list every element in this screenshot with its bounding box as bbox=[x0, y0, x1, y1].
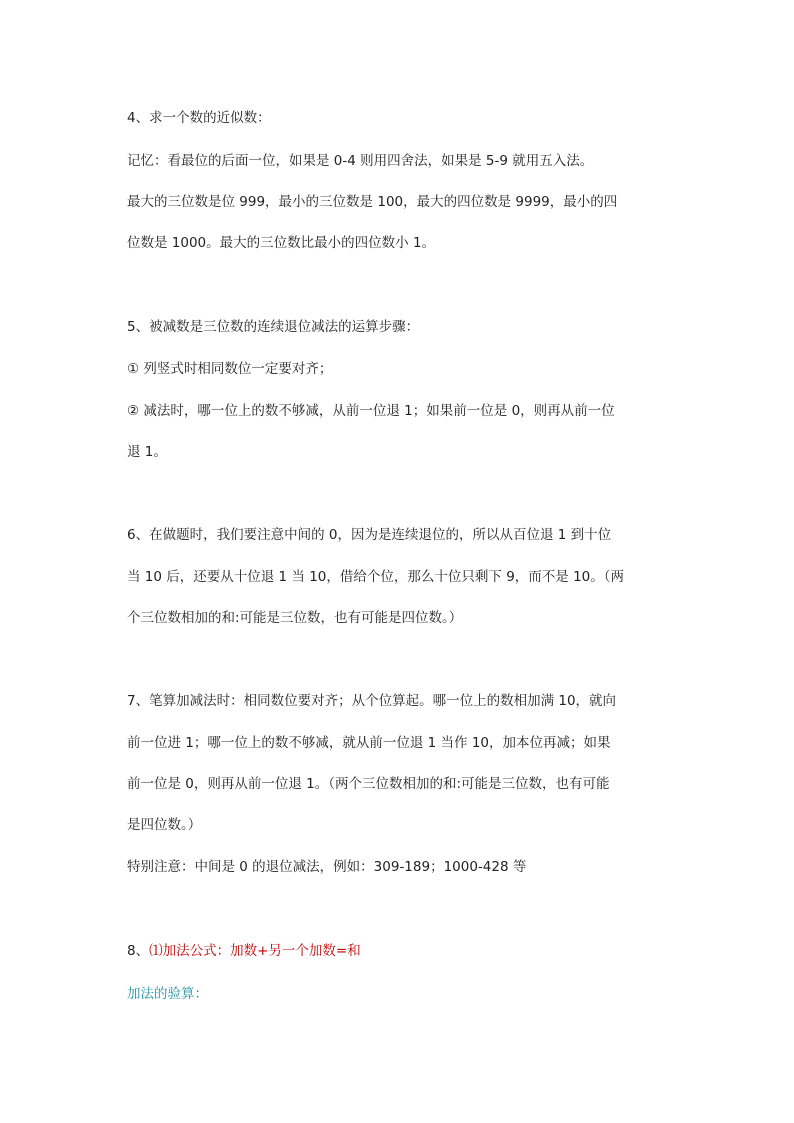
section-5-heading: 5、被减数是三位数的连续退位减法的运算步骤： bbox=[127, 319, 420, 335]
section-7-line-3: 前一位是 0，则再从前一位退 1。（两个三位数相加的和:可能是三位数，也有可能 bbox=[127, 776, 610, 792]
section-6-line-3: 个三位数相加的和:可能是三位数，也有可能是四位数。） bbox=[127, 610, 463, 626]
section-8-number: 8、 bbox=[127, 943, 150, 959]
addition-check-subheading: 加法的验算： bbox=[127, 986, 208, 1002]
section-7-line-4: 是四位数。） bbox=[127, 817, 202, 833]
section-7-line-1: 7、笔算加减法时：相同数位要对齐；从个位算起。哪一位上的数相加满 10，就向 bbox=[127, 693, 617, 709]
section-4-paragraph-line-1: 最大的三位数是位 999，最小的三位数是 100，最大的四位数是 9999，最小的四 bbox=[127, 194, 618, 210]
section-7-note: 特别注意：中间是 0 的退位减法，例如：309-189；1000-428 等 bbox=[127, 859, 527, 875]
section-6-line-2: 当 10 后，还要从十位退 1 当 10，借给个位，那么十位只剩下 9，而不是 10。（两 bbox=[127, 569, 625, 585]
section-5-step-2-line-1: ② 减法时，哪一位上的数不够减，从前一位退 1；如果前一位是 0，则再从前一位 bbox=[127, 403, 615, 419]
addition-formula: ⑴加法公式：加数+另一个加数=和 bbox=[149, 943, 361, 959]
section-4-memo: 记忆：看最位的后面一位，如果是 0-4 则用四舍法，如果是 5-9 就用五入法。 bbox=[127, 153, 594, 169]
section-5-step-2-line-2: 退 1。 bbox=[127, 444, 167, 460]
section-6-line-1: 6、在做题时，我们要注意中间的 0，因为是连续退位的，所以从百位退 1 到十位 bbox=[127, 527, 612, 543]
section-7-line-2: 前一位进 1；哪一位上的数不够减，就从前一位退 1 当作 10，加本位再减；如果 bbox=[127, 735, 611, 751]
section-4-heading: 4、求一个数的近似数： bbox=[127, 110, 271, 126]
section-8-heading bbox=[127, 942, 672, 960]
section-4-paragraph-line-2: 位数是 1000。最大的三位数比最小的四位数小 1。 bbox=[127, 235, 436, 251]
section-5-step-1: ① 列竖式时相同数位一定要对齐； bbox=[127, 361, 333, 377]
